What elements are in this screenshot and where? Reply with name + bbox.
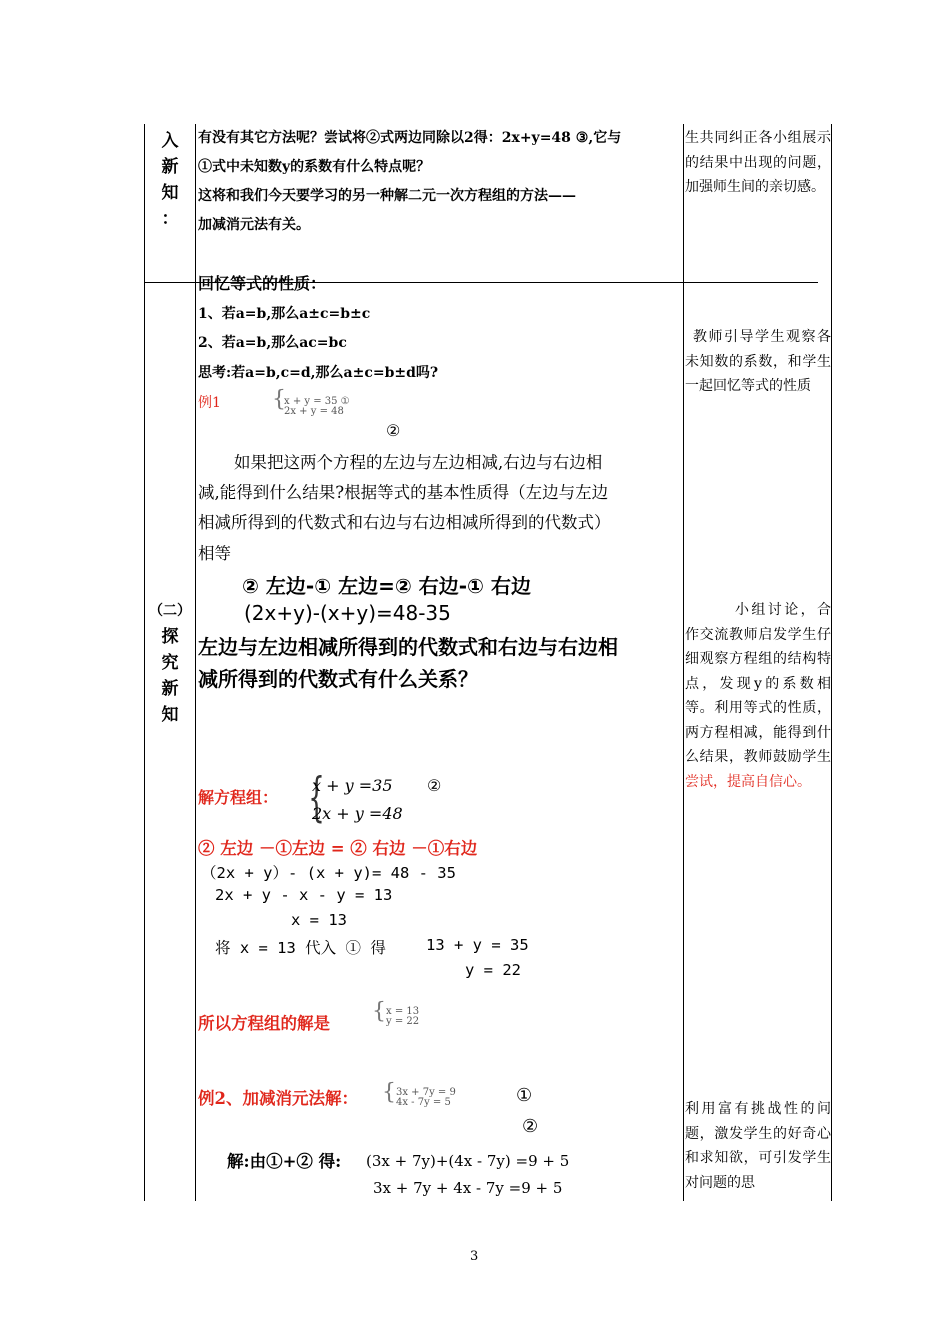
note-3 xyxy=(685,598,831,794)
table-col-divider-2 xyxy=(683,124,684,1201)
note-1: 生共同纠正各小组展示的结果中出现的问题，加强师生间的亲切感。 xyxy=(685,130,831,195)
solve-work-3: x = 13 xyxy=(291,911,347,929)
brace-icon: { xyxy=(272,387,286,412)
solve-eq-1: x + y =35 xyxy=(312,776,393,795)
intro-line-2: ①式中未知数y的系数有什么特点呢？ xyxy=(198,159,431,175)
table-right-border xyxy=(831,124,832,1201)
example1-eq2: 2x + y = 48 xyxy=(284,406,344,417)
example2-label: 例2、加减消元法解： xyxy=(198,1089,358,1108)
section-char: 探 xyxy=(161,627,179,647)
example1-para-4: 相等 xyxy=(198,544,231,563)
section-char: 知 xyxy=(161,183,179,203)
example1-para-3: 相减所得到的代数式和右边与右边相减所得到的代数式） xyxy=(198,513,611,532)
example2-mark-1: ① xyxy=(516,1085,533,1106)
intro-line-4: 加减消元法有关。 xyxy=(198,217,310,233)
solve-work-5: y = 22 xyxy=(465,961,521,979)
review-think: 思考:若a=b,c=d,那么a±c=b±d吗? xyxy=(198,365,439,381)
intro-line-3: 这将和我们今天要学习的另一种解二元一次方程组的方法—— xyxy=(198,188,576,204)
example1-para-2: 减,能得到什么结果?根据等式的基本性质得（左边与左边 xyxy=(198,483,609,502)
example1-para-1: 如果把这两个方程的左边与左边相减,右边与右边相 xyxy=(234,453,603,472)
section-char: 新 xyxy=(161,157,179,177)
example2-eq-b: 3x + 7y + 4x - 7y =9 + 5 xyxy=(373,1179,563,1197)
table-col-divider-1 xyxy=(195,124,196,1201)
review-property-2: 2、若a=b,那么ac=bc xyxy=(198,335,347,351)
note-4: 利用富有挑战性的问题，激发学生的好奇心和求知欲，可引发学生对问题的思 xyxy=(685,1101,831,1191)
example1-question-1: 左边与左边相减所得到的代数式和右边与右边相 xyxy=(198,635,618,659)
section-char: 知 xyxy=(161,705,179,725)
note-3-highlight: 尝试，提高自信心。 xyxy=(685,773,811,790)
brace-icon: { xyxy=(382,1080,396,1105)
example1-mark-2: ② xyxy=(386,421,401,440)
section-char: 究 xyxy=(161,653,179,673)
review-property-1: 1、若a=b,那么a±c=b±c xyxy=(198,306,371,322)
brace-icon: { xyxy=(308,768,325,828)
example1-question-2: 减所得到的代数式有什么关系？ xyxy=(198,667,478,691)
note-3-text: 小组讨论，合作交流教师启发学生仔细观察方程组的结构特点，发现y的系数相等。利用等式的性质，两方程相减，能得到什么结果，教师鼓励学生 xyxy=(685,602,831,765)
example1-label: 例1 xyxy=(198,395,221,411)
table-left-border xyxy=(144,124,145,1201)
solve-step-title: ② 左边 －①左边 = ② 右边 －①右边 xyxy=(198,839,478,858)
note-2: 教师引导学生观察各未知数的系数，和学生一起回忆等式的性质 xyxy=(685,329,831,394)
section-char: ： xyxy=(161,209,179,229)
answer-eq-1: x = 13 xyxy=(386,1006,420,1017)
answer-label: 所以方程组的解是 xyxy=(198,1014,330,1033)
section-char: 新 xyxy=(161,679,179,699)
section-label-explore xyxy=(148,598,192,728)
answer-eq-2: y = 22 xyxy=(386,1016,420,1027)
example1-big-1: ② 左边-① 左边=② 右边-① 右边 xyxy=(242,574,531,598)
example1-eq1: x + y = 35 ① xyxy=(284,396,350,407)
solve-eq-1-mark: ② xyxy=(427,776,442,795)
intro-line-1: 有没有其它方法呢？尝试将②式两边同除以2得：2x+y=48 ③,它与 xyxy=(198,130,622,146)
solve-work-1: （2x + y）- (x + y)= 48 - 35 xyxy=(201,864,456,882)
solve-eq-2: 2x + y =48 xyxy=(312,804,403,823)
solve-work-4b: 13 + y = 35 xyxy=(426,936,529,954)
solve-label: 解方程组： xyxy=(198,788,279,807)
solve-work-2: 2x + y - x - y = 13 xyxy=(215,886,393,904)
section-char: （二） xyxy=(149,603,191,619)
brace-icon: { xyxy=(372,999,386,1024)
example2-solution-label: 解:由①+② 得: xyxy=(227,1152,342,1171)
example2-eq-a: (3x + 7y)+(4x - 7y) =9 + 5 xyxy=(366,1152,570,1170)
review-title: 回忆等式的性质： xyxy=(198,274,327,293)
solve-work-4a: 将 x = 13 代入 ① 得 xyxy=(215,939,386,957)
example2-eq-2: 4x - 7y = 5 xyxy=(396,1097,451,1108)
example1-big-2: (2x+y)-(x+y)=48-35 xyxy=(244,601,451,625)
section-label-intro xyxy=(148,128,192,232)
page-number: 3 xyxy=(470,1249,479,1264)
example2-eq-1: 3x + 7y = 9 xyxy=(396,1087,456,1098)
section-char: 入 xyxy=(161,131,179,151)
example2-mark-2: ② xyxy=(522,1116,539,1137)
